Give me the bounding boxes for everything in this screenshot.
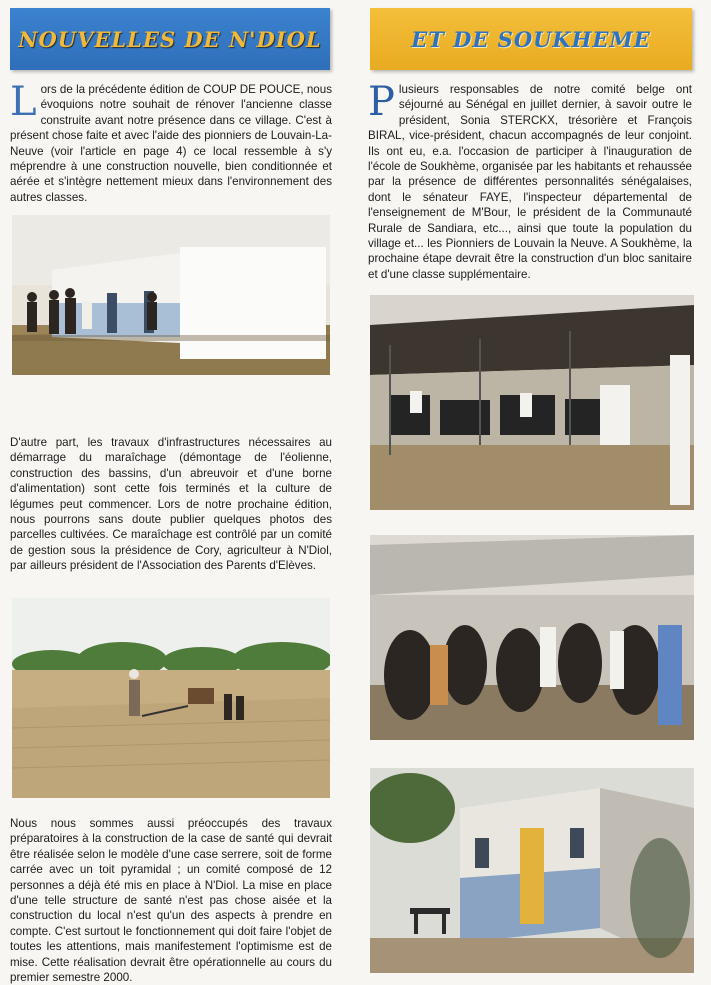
photo-crowd-assembly [370,535,694,740]
ndiol-paragraph-1-text: ors de la précédente édition de COUP DE POUCE, nous évoquions notre souhait de rénover l'ancienne classe construite avant notre présence dans ce village. C'est à présent chose faite et avec l'aide des pionniers de Louvain-La-Neuve (voir l'article en page 4) ce local ressemble à s'y méprendre à une construction nouvelle, bien conditionnée et aérée et s'intègre nettement mieux dans l'environnement des autres classes. [10,83,332,204]
photo-inauguration-tent [370,295,694,510]
ndiol-paragraph-2 [10,435,332,574]
banner-soukheme-title: ET DE SOUKHEME [411,26,651,52]
dropcap-l: L [10,79,37,125]
photo-soukheme-school [370,768,694,973]
ndiol-paragraph-1 [10,79,332,205]
ndiol-paragraph-3-text: Nous nous sommes aussi préoccupés des travaux préparatoires à la construction de la case de santé qui devrait être réalisée selon le modèle d'une case serrere, soit de forme carrée avec un toit pyramidal ; un comité composé de 12 personnes a déjà été mis en place à N'Diol. La mise en place d'une telle structure de santé n'est pas chose aisée et la construction du local n'est qu'un des aspects à prendre en compte. C'est surtout le fonctionnement qui doit faire l'objet de toutes les attentions, mais manifestement l'optimisme est de mise. Cette réalisation devrait être opérationnelle au cours du premier semestre 2000. [10,817,332,985]
banner-ndiol [10,8,330,70]
banner-soukheme [370,8,692,70]
soukheme-paragraph-1-text: lusieurs responsables de notre comité belge ont séjourné au Sénégal en juillet dernier, à savoir outre le président, Sonia STERCKX, trésorière et François BIRAL, vice-président, chacun accompagnés de leur conjoint. Ils ont eu, e.a. l'occasion de participer à l'inauguration de l'école de Soukhème, organisée par les habitants et rehaussée par la présence de différentes personnalités sénégalaises, dont le sénateur FAYE, l'inspecteur départemental de l'enseignement de M'Bour, le président de la Communauté Rurale de Sandiara, etc..., ainsi que toute la population du village et... les Pionniers de Louvain la Neuve. A Soukhème, la prochaine étape devrait être la construction d'un bloc sanitaire et d'une classe supplémentaire. [368,83,692,281]
soukheme-paragraph-1 [368,79,692,282]
banner-ndiol-title: NOUVELLES DE N'DIOL [18,26,322,52]
photo-market-garden-field [12,598,330,798]
ndiol-paragraph-2-text: D'autre part, les travaux d'infrastructures nécessaires au démarrage du maraîchage (démontage de l'éolienne, construction des bassins, d'un abreuvoir et d'une borne d'alimentation) sont cette fois terminés et la culture de légumes peut commencer. Lors de notre prochaine édition, nous pourrons sans doute publier quelques photos des parcelles cultivées. Ce maraîchage est contrôlé par un comité de gestion sous la présidence de Cory, agriculteur à N'Diol, par ailleurs président de l'Association des Parents d'Elèves. [10,436,332,573]
photo-renovated-classroom [12,215,330,375]
dropcap-p: P [368,79,395,125]
ndiol-paragraph-3 [10,816,332,985]
